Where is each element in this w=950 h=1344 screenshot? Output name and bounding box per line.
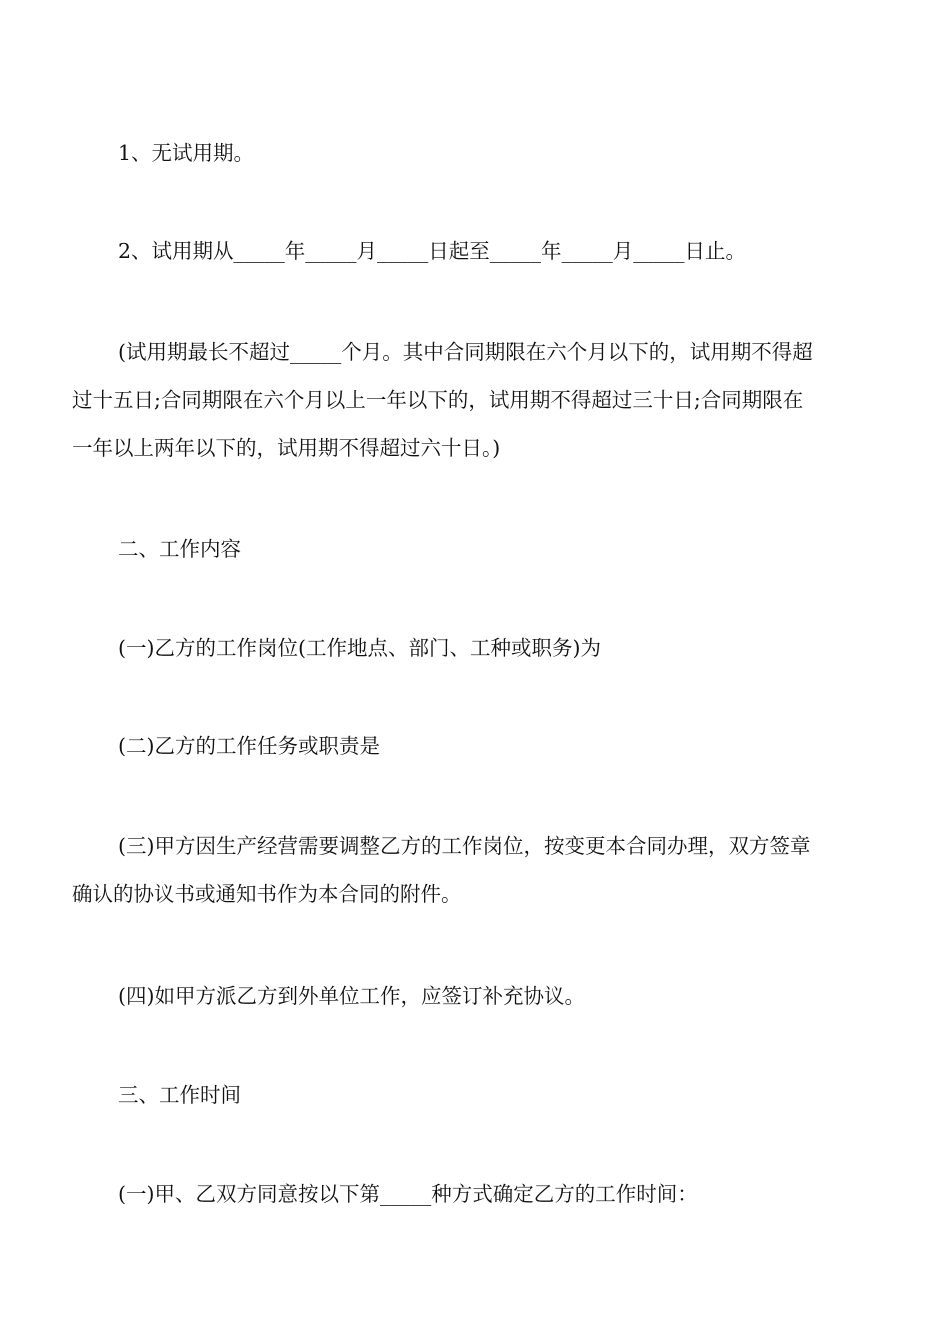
text-line: (一)甲、乙双方同意按以下第_____种方式确定乙方的工作时间： <box>118 1182 698 1206</box>
text-line: 二、工作内容 <box>118 537 241 561</box>
paragraph-probation-note <box>72 328 880 472</box>
paragraph-no-probation <box>72 129 880 177</box>
paragraph-external-assignment <box>72 972 880 1020</box>
paragraph-work-duties <box>72 722 880 770</box>
paragraph-work-position <box>72 624 880 672</box>
text-line: 2、试用期从_____年_____月_____日起至_____年_____月_____日止。 <box>118 239 747 263</box>
text-line: (试用期最长不超过_____个月。其中合同期限在六个月以下的，试用期不得超 <box>118 340 813 364</box>
section-heading-work-content <box>72 525 880 573</box>
text-line: (一)乙方的工作岗位(工作地点、部门、工种或职务)为 <box>118 636 601 660</box>
text-line: 过十五日;合同期限在六个月以上一年以下的，试用期不得超过三十日;合同期限在 <box>72 388 804 412</box>
paragraph-position-adjustment <box>72 822 880 918</box>
text-line: (四)如甲方派乙方到外单位工作，应签订补充协议。 <box>118 984 585 1008</box>
section-heading-work-time <box>72 1071 880 1119</box>
paragraph-work-time-method <box>72 1170 880 1218</box>
text-line: 1、无试用期。 <box>118 141 255 165</box>
text-line: 三、工作时间 <box>118 1083 241 1107</box>
text-line: 一年以上两年以下的，试用期不得超过六十日。) <box>72 436 501 460</box>
paragraph-probation-dates <box>72 227 880 275</box>
text-line: 确认的协议书或通知书作为本合同的附件。 <box>72 882 462 906</box>
text-line: (三)甲方因生产经营需要调整乙方的工作岗位，按变更本合同办理，双方签章 <box>118 834 811 858</box>
text-line: (二)乙方的工作任务或职责是 <box>118 734 380 758</box>
